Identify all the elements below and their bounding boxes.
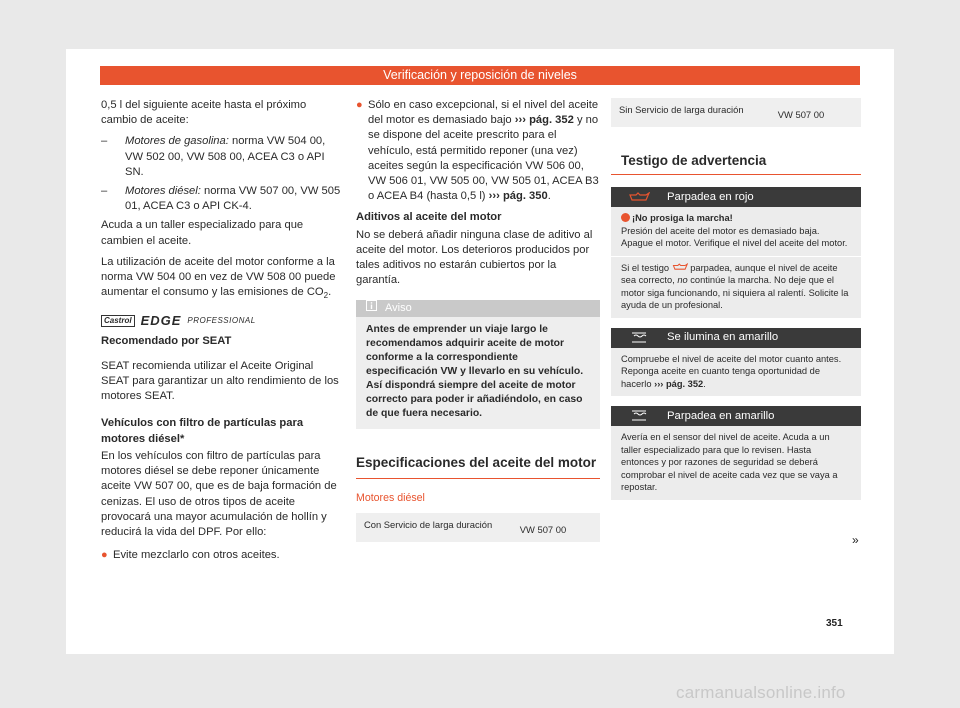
section-header: Verificación y reposición de niveles (100, 66, 860, 85)
recommended-title: Recomendado por SEAT (101, 334, 232, 347)
diesel-subtitle: Motores diésel (356, 492, 425, 505)
list-item-diesel: – Motores diésel: norma VW 507 00, VW 505 01, ACEA C3 o API CK-4. (101, 185, 341, 213)
intro-text: 0,5 l del siguiente aceite hasta el próximo cambio de aceite: (101, 99, 307, 127)
oil-can-icon (611, 192, 667, 202)
oil-level-icon (611, 332, 667, 344)
notice-header: Aviso (356, 300, 600, 317)
additives-text: No se deberá añadir ninguna clase de aditivo al aceite del motor. Los deterioros producidos por tales aditivos no estarán cubiertos por la garantía. (356, 228, 593, 287)
warning-section-title: Testigo de advertencia (611, 153, 861, 175)
list-item-gasoline: – Motores de gasolina: norma VW 504 00, VW 502 00, VW 508 00, ACEA C3 o API SN. (101, 135, 326, 178)
spec-section-title: Especificaciones del aceite del motor (356, 453, 600, 479)
notice-text: Antes de emprender un viaje largo le recomendamos adquirir aceite de motor conforme a la correspondiente especificación VW y llevarlo en su vehículo. Así dispondrá siempre del aceite de motor correcto para poder ir añadiéndolo, en caso de que fuera necesario. (366, 324, 584, 420)
column-3 (611, 98, 861, 510)
warning-block-yellow-steady: Se ilumina en amarillo Compruebe el nivel de aceite del motor cuanto antes. Reponga aceite en cuanto tenga oportunidad de hacerlo ››› pág. 352. (611, 328, 861, 397)
warning-block-red: Parpadea en rojo ¡No prosiga la marcha! Presión del aceite del motor es demasiado baja. Apague el motor. Verifique el nivel del aceite del motor. Si el testigo parpadea, aunque el nivel de aceite sea correcto, no continúe la marcha. No deje que el motor siga funcionando, ni siquiera al ralentí. Solicite la ayuda de un profesional. (611, 187, 861, 318)
oil-can-icon (672, 263, 688, 273)
column-2 (356, 98, 600, 548)
column-1 (101, 98, 341, 569)
oil-level-icon (611, 410, 667, 422)
info-icon (366, 300, 377, 317)
stop-icon (621, 213, 630, 222)
warning-block-yellow-flashing: Parpadea en amarillo Avería en el sensor del nivel de aceite. Acuda a un taller especializado para que lo revisen. Hasta entonces y por razones de seguridad se deberá comprobar el nivel de aceite cada vez que se vaya a repostar. (611, 406, 861, 500)
page-number: 351 (826, 618, 843, 629)
list-item-bullet: ● Evite mezclarlo con otros aceites. (101, 549, 280, 562)
page-ref-link[interactable]: ››› pág. 350 (488, 190, 548, 203)
consumption-text: La utilización de aceite del motor conforme a la norma VW 504 00 en vez de VW 508 00 puede aumentar el consumo y las emisiones de $CO_2$. (101, 255, 336, 301)
additives-title: Aditivos al aceite del motor (356, 211, 502, 224)
continue-mark: » (852, 533, 859, 547)
castrol-edge-logo: Castrol EDGE PROFESSIONAL (101, 314, 341, 328)
page-ref-link[interactable]: ››› pág. 352 (654, 378, 704, 389)
spec-row-no-long-life: Sin Servicio de larga duración VW 507 00 (611, 98, 861, 127)
recommended-text: SEAT recomienda utilizar el Aceite Original SEAT para garantizar un alto rendimiento de los motores SEAT. (101, 359, 339, 403)
notice-box (356, 300, 600, 429)
workshop-text: Acuda a un taller especializado para que cambien el aceite. (101, 219, 304, 247)
page-ref-link[interactable]: ››› pág. 352 (514, 114, 574, 127)
exception-bullet: ● Sólo en caso excepcional, si el nivel del aceite del motor es demasiado bajo ››› pág. 352 y no se dispone del aceite prescrito para el vehículo, está permitido reponer (una vez) aceites según la especificación VW 506 00, VW 506 01, VW 505 00, VW 505 01, ACEA B3 o ACEA B4 (hasta 0,5 l) ››› pág. 350. (356, 99, 599, 203)
dpf-text: En los vehículos con filtro de partículas para motores diésel se debe reponer únicamente aceite VW 507 00, que es de baja formación de cenizas. El uso de otros tipos de aceite provocará una mayor acumulación de hollín y reducirá la vida del DPF. Por ello: (101, 449, 337, 538)
watermark: carmanualsonline.info (676, 683, 846, 702)
dpf-title: Vehículos con filtro de partículas para motores diésel* (101, 417, 304, 445)
spec-row-long-life: Con Servicio de larga duración VW 507 00 (356, 513, 600, 542)
